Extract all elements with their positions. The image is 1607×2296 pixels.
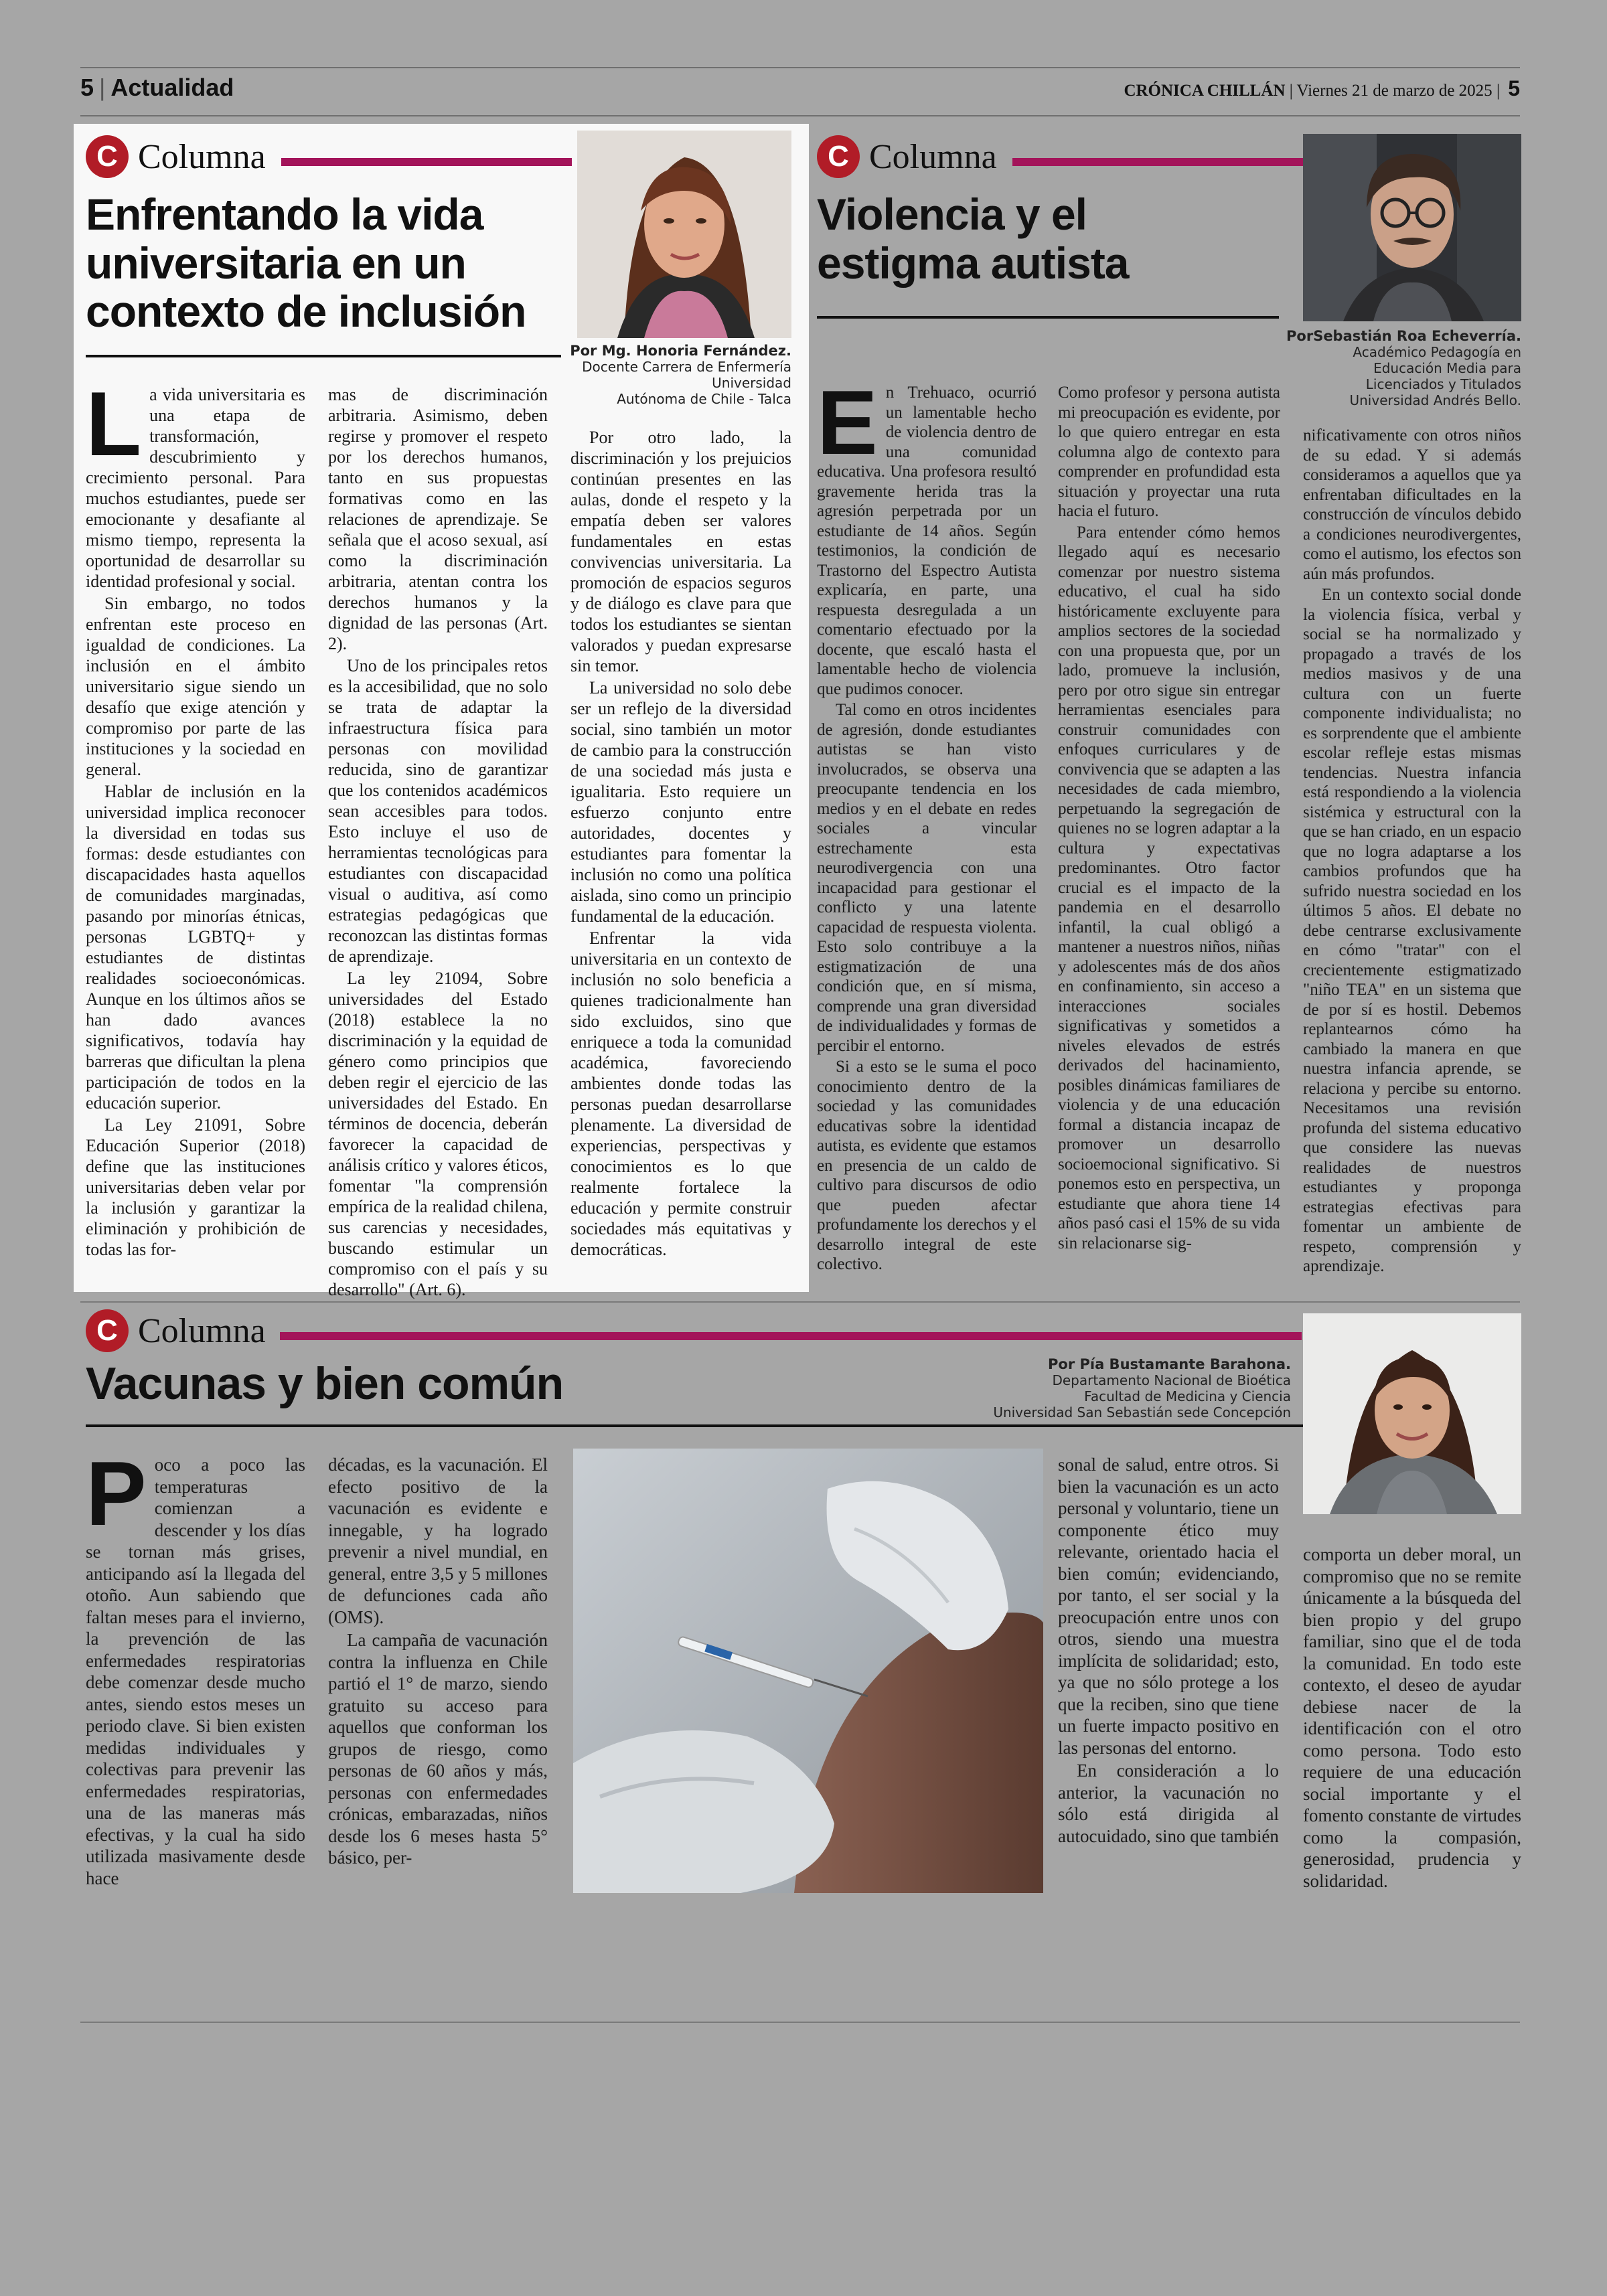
title-rule — [817, 316, 1279, 319]
page-header — [80, 67, 1520, 116]
paragraph: mas de discriminación arbitraria. Asimismo, deben regirse y promover el respeto por los derechos humanos, tanto en sus propuestas formativas como en las relaciones de aprendizaje. Se señala que el acoso sexual, así como la discriminación arbitraria, atentan contra los derechos humanos y la dignidad de las personas (Art. 2). — [328, 385, 548, 653]
article-column-3 — [1058, 1454, 1279, 1848]
paragraph: sonal de salud, entre otros. Si bien la vacunación es un acto personal y voluntario, tiene un componente ético muy relevante, orientado hacia el bien común; evidenciando, por tanto, el ser social y la preocupación entre unos con otros, siendo una muestra implícita de solidaridad; esto, ya que no sólo protege a los que la reciben, sino que tiene un fuerte impacto positivo en las personas del entorno. — [1058, 1455, 1279, 1758]
author-affiliation-2: Universidad — [712, 375, 791, 391]
column-label-2 — [817, 135, 997, 178]
column-badge-icon: C — [86, 135, 129, 178]
portrait-sebastian — [1303, 134, 1521, 321]
paragraph: Si a esto se le suma el poco conocimiento dentro de la sociedad y las comunidades educativas sobre la identidad autista, es evidente que estamos en presencia de un caldo de cultivo para discursos de odio que pueden afectar profundamente los derechos y el desarrollo integral de este colectivo. — [817, 1058, 1037, 1273]
vaccination-photo — [573, 1449, 1043, 1893]
article-column-3 — [1303, 426, 1521, 1278]
column-kicker: Columna — [869, 137, 997, 176]
paragraph: La ley 21094, Sobre universidades del Estado (2018) establece la no discriminación y la equidad de género como principios que deben regir el ejercicio de las universidades del Estado. En términos de docencia, deberán favorecer la capacidad de análisis crítico y valores éticos, fomentar "la comprensión empírica de la realidad chilena, sus carencias y necesidades, buscando estimular un compromiso con el país y su desarrollo" (Art. 6). — [328, 969, 548, 1299]
article-column-4 — [1303, 1544, 1521, 1893]
author-caption — [1272, 328, 1521, 408]
article-column-2 — [1058, 383, 1280, 1254]
kicker-bar — [280, 1332, 1302, 1340]
author-caption — [562, 343, 791, 407]
column-badge-icon: C — [817, 135, 860, 178]
paragraph: En un contexto social donde la violencia física, verbal y social se ha normalizado y propagado a través de los medios masivos y de una cultura con un fuerte componente individualista; no es sorprendente que el ambiente escolar refleje estas mismas tendencias. Nuestra infancia está respondiendo a la violencia sistémica y estructural con la que se han criado, en un espacio que no logra adaptarse a los cambios profundos que ha sufrido nuestra sociedad en los últimos 5 años. El debate no debe centrarse exclusivamente en cómo "tratar" con el crecientemente estigmatizado "niño TEA" en un sistema que de por sí es hostil. Debemos replantearnos cómo ha cambiado la manera en que nuestra infancia aprende, se relaciona y percibe su entorno. Necesitamos una revisión profunda del sistema educativo que considere las nuevas realidades de nuestros estudiantes y proponga estrategias efectivas para fomentar un ambiente de respeto, comprensión y aprendizaje. — [1303, 586, 1521, 1275]
paragraph: La campaña de vacunación contra la influenza en Chile partió el 1° de marzo, siendo gratuito su acceso para aquellos que conforman los grupos de riesgo, como personas de 60 años y más, personas con enfermedades crónicas, embarazadas, niños desde los 6 meses hasta 5° básico, per- — [328, 1630, 548, 1868]
column-kicker: Columna — [138, 137, 266, 176]
author-affiliation-4: Universidad Andrés Bello. — [1349, 392, 1521, 408]
section-divider — [80, 1301, 1520, 1303]
paragraph: La universidad no solo debe ser un reflejo de la diversidad social, sino también un motor de cambio para la construcción de una sociedad más justa e igualitaria. Esto requiere un esfuerzo conjunto entre autoridades, docentes y estudiantes para fomentar la inclusión no como una política aislada, sino como un principio fundamental de la educación. — [570, 678, 791, 926]
article-column-1 — [86, 373, 305, 1261]
author-affiliation-1: Departamento Nacional de Bioética — [1052, 1372, 1291, 1388]
section-name: Actualidad — [110, 74, 234, 101]
author-affiliation-1: Docente Carrera de Enfermería — [582, 359, 791, 375]
author-affiliation-3: Universidad San Sebastián sede Concepción — [993, 1404, 1291, 1420]
author-caption — [870, 1356, 1291, 1420]
publish-date: Viernes 21 de marzo de 2025 — [1296, 82, 1493, 100]
article-title: Vacunas y bien común — [86, 1358, 564, 1409]
paragraph: Tal como en otros incidentes de agresión, donde estudiantes autistas se han visto involucrados, se observa una preocupante tendencia en los medios y en el debate en redes sociales a vincular estrechamente esta neurodivergencia con una incapacidad para gestionar el conflicto y una latente capacidad de respuesta violenta. Esto solo contribuye a la estigmatización de una condición que, en sí misma, comprende una gran diversidad de individualidades y formas de percibir el entorno. — [817, 701, 1037, 1055]
paragraph: Sin embargo, no todos enfrentan este proceso en igualdad de condiciones. La inclusión en el ámbito universitario sigue siendo un desafío que exige atención y compromiso por parte de las instituciones y la sociedad en general. — [86, 594, 305, 779]
title-rule — [86, 355, 561, 357]
column-label-3 — [86, 1309, 266, 1352]
author-affiliation-1: Académico Pedagogía en — [1353, 344, 1521, 360]
author-name: Por Pía Bustamante Barahona. — [1048, 1356, 1291, 1372]
page-number-right: 5 — [1508, 76, 1520, 100]
article-title: Enfrentando la vida universitaria en un contexto de inclusión — [86, 189, 526, 337]
paragraph: Como profesor y persona autista mi preocupación es evidente, por lo que quiero entregar en esta columna algo de contexto para comprender en profundidad esta situación y proyectar una ruta hacia el futuro. — [1058, 384, 1280, 520]
paragraph: Enfrentar la vida universitaria en un contexto de inclusión no solo beneficia a quienes tradicionalmente han sido excluidos, sino que enriquece a toda la comunidad académica, favoreciendo ambientes donde todas las personas puedan desarrollarse plenamente. La diversidad de experiencias, perspectivas y conocimientos es lo que realmente fortalece la educación y permite construir sociedades más equitativas y democráticas. — [570, 928, 791, 1259]
article-column-2 — [328, 384, 548, 1301]
author-affiliation-2: Facultad de Medicina y Ciencia — [1084, 1388, 1291, 1404]
kicker-bar — [1012, 158, 1303, 166]
drop-cap: E — [817, 372, 878, 473]
paragraph: décadas, es la vacunación. El efecto positivo de la vacunación es evidente e innegable, y ha logrado prevenir a nivel mundial, en general, entre 3,5 y 5 millones de defunciones cada año (OMS). — [328, 1455, 548, 1627]
portrait-pia — [1303, 1313, 1521, 1514]
article-column-3 — [570, 427, 791, 1261]
author-name: PorSebastián Roa Echeverría. — [1286, 328, 1521, 344]
author-affiliation-3: Autónoma de Chile - Talca — [617, 391, 791, 407]
author-photo — [1303, 1313, 1521, 1514]
paragraph: Hablar de inclusión en la universidad implica reconocer la diversidad en todas sus formas: desde estudiantes con discapacidades hasta aquellos de comunidades marginadas, pasando por minorías étnicas, personas LGBTQ+ y estudiantes de distintas realidades socioeconómicas. Aunque en los últimos años se han dado avances significativos, todavía hay barreras que dificultan la plena participación de todos en la educación superior. — [86, 782, 305, 1113]
paper-info: CRÓNICA CHILLÁN | Viernes 21 de marzo de 2025 | 5 — [1124, 76, 1520, 100]
article-column-2 — [328, 1454, 548, 1870]
paragraph: oco a poco las temperaturas comienzan a descender y los días se tornan más grises, anticipando así la llegada del otoño. Aun sabiendo que faltan meses para el invierno, la prevención de las enfermedades respiratorias debe comenzar desde mucho antes, siendo estos meses un periodo clave. Si bien existen medidas individuales y colectivas para prevenir las enfermedades respiratorias, una de las maneras más efectivas, y la cual ha sido utilizada masivamente desde hace — [86, 1455, 305, 1888]
title-rule — [86, 1424, 1303, 1427]
paragraph: comporta un deber moral, un compromiso que no se remite únicamente a la búsqueda del bien propio y del grupo familiar, sino que el de toda la comunidad. En todo este contexto, el deseo de ayudar debiese nacer de la identificación con el otro como persona. Todo esto requiere de una educación social importante y el fomento constante de virtudes como la compasión, generosidad, prudencia y solidaridad. — [1303, 1544, 1521, 1891]
paragraph: Por otro lado, la discriminación y los prejuicios continúan presentes en las aulas, donde el respeto y la empatía deben ser valores fundamentales en estas convivencias universitaria. La promoción de espacios seguros y de diálogo es clave para que todos los estudiantes se sientan valorados y puedan expresarse sin temor. — [570, 428, 791, 675]
kicker-bar — [281, 158, 572, 166]
author-name: Por Mg. Honoria Fernández. — [570, 343, 791, 359]
paragraph: Para entender cómo hemos llegado aquí es necesario comenzar por nuestro sistema educativo, el cual ha sido históricamente excluyente para amplios sectores de la sociedad con una propuesta que, por un lado, promueve la inclusión, pero por otro sigue sin entregar herramientas esenciales para construir comunidades con enfoques curriculares y de convivencia que se adapten a las necesidades de cada miembro, perpetuando la segregación de quienes no se logren adaptar a la cultura y expectativas predominantes. Otro factor crucial es el impacto de la pandemia en el desarrollo infantil, la cual obligó a mantener a nuestros niños, niñas y adolescentes más de dos años en confinamiento, sin acceso a interacciones sociales significativas y sometidos a niveles elevados de estrés derivados del hacinamiento, posibles dinámicas familiares de violencia y de una educación formal a distancia incapaz de promover un desarrollo socioemocional significativo. Si ponemos esto en perspectiva, un estudiante que ahora tiene 14 años pasó casi el 15% de su vida sin relacionarse sig- — [1058, 523, 1280, 1252]
column-kicker: Columna — [138, 1311, 266, 1350]
article-column-1 — [817, 372, 1037, 1276]
page-number-left: 5 — [80, 74, 94, 101]
author-affiliation-3: Licenciados y Titulados — [1365, 376, 1521, 392]
section-header: 5 | Actualidad — [80, 74, 234, 101]
drop-cap: P — [86, 1443, 147, 1544]
paragraph: n Trehuaco, ocurrió un lamentable hecho de violencia dentro de una comunidad educativa. Una profesora resultó gravemente herida tras la agresión perpetrada por un estudiante de 14 años. Según testimonios, la condición de Trastorno del Espectro Autista explicaría, en parte, una respuesta desregulada a un comentario efectuado por la docente, que escaló hasta el lamentable hecho de violencia que pudimos conocer. — [817, 384, 1037, 698]
portrait-honoria — [577, 131, 791, 338]
author-photo — [577, 131, 791, 338]
author-photo — [1303, 134, 1521, 321]
paragraph: nificativamente con otros niños de su edad. Y si además consideramos a aquellos que ya enfrentaban dificultades en la construcción de vínculos debido a condiciones neurodivergentes, como el autismo, los efectos son aún más profundos. — [1303, 426, 1521, 583]
paragraph: Uno de los principales retos es la accesibilidad, que no solo se trata de adaptar la infraestructura física para personas con movilidad reducida, sino de garantizar que los contenidos académicos sean accesibles para todos. Esto incluye el uso de herramientas tecnológicas para estudiantes con discapacidad visual o auditiva, así como estrategias pedagógicas que reconozcan las distintas formas de aprendizaje. — [328, 656, 548, 966]
column-badge-icon: C — [86, 1309, 129, 1352]
vaccine-injection-image — [573, 1449, 1043, 1893]
author-affiliation-2: Educación Media para — [1373, 360, 1521, 376]
paragraph: a vida universitaria es una etapa de transformación, descubrimiento y crecimiento personal. Para muchos estudiantes, puede ser emocionante y desafiante al mismo tiempo, representa la oportunidad de desarrollar su identidad profesional y social. — [86, 385, 305, 591]
column-label-1 — [86, 135, 266, 178]
article-title: Violencia y el estigma autista — [817, 189, 1129, 288]
paragraph: La Ley 21091, Sobre Educación Superior (2018) define que las instituciones universitarias deben velar por la inclusión y garantizar la eliminación y prohibición de todas las for- — [86, 1115, 305, 1259]
article-column-1 — [86, 1443, 305, 1890]
paragraph: En consideración a lo anterior, la vacunación no sólo está dirigida al autocuidado, sino que también — [1058, 1760, 1279, 1846]
drop-cap: L — [86, 373, 142, 475]
footer-divider — [80, 2022, 1520, 2023]
paper-name: CRÓNICA CHILLÁN — [1124, 82, 1286, 100]
